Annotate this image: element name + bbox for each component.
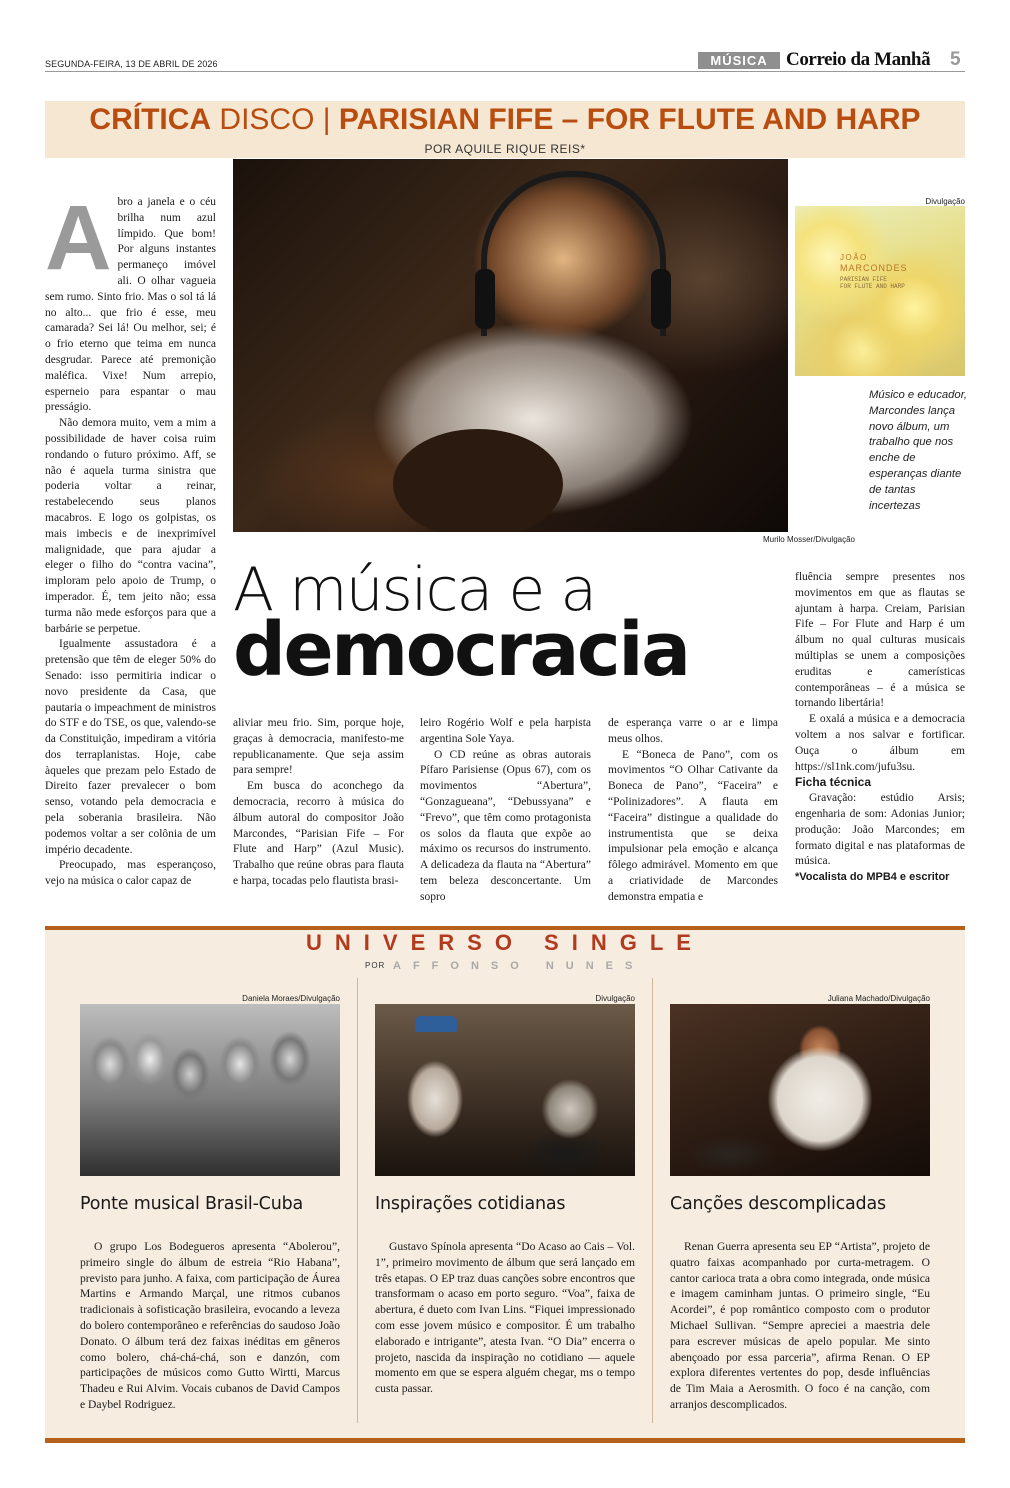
paragraph: de esperança varre o ar e limpa meus olhos. <box>608 717 778 745</box>
column-separator <box>357 978 358 1423</box>
article-column-3 <box>420 716 591 906</box>
single-text <box>670 1239 930 1413</box>
paragraph: Gustavo Spínola apresenta “Do Acaso ao Cais – Vol. 1”, primeiro movimento de álbum que será lançado em três etapas. O EP traz duas canções sobre encontros que transformam o acaso em porto seguro. “Voa”, faixa de abertura, é dueto com Ivan Lins. “Fiquei impressionado com esse jovem músico e compositor. É um trabalho elaborado e intrigante”, atesta Ivan. “O Dia” encerra o projeto, nascida da inspiração no cotidiano — aquele momento em que se espera alguém chegar, ms o tempo custa passar. <box>375 1240 635 1396</box>
paragraph: Renan Guerra apresenta seu EP “Artista”, projeto de quatro faixas acompanhado por curta-metragem. O cantor carioca trata a obra como integrada, onde música e imagem caminham juntas. O primeiro single, “Eu Acordei”, é pop romântico composto com o produtor Michael Sullivan. “Sempre apreciei a maestria dele para escrever músicas de apelo popular. Me sinto abençoado por essa parceria”, afirma Renan. O EP explora diferentes vertentes do pop, desde influências de Tim Maia a Aerosmith. O foco é na canção, com arranjos descomplicados. <box>670 1240 930 1411</box>
single-photo-credit: Divulgação <box>595 994 635 1003</box>
paragraph: Não demora muito, vem a mim a possibilidade de haver coisa ruim rondando o futuro próximo. Aff, se não é aquela turma sinistra que poderia voltar a reinar, restabelecendo seus planos macabros. E logo os golpistas, os mais imbecis e de inexprimível malignidade, que para ajudar a eleger o filho do “contra vacina”, imploram pelo apoio de Trump, o imperador. É, tem jeito não; essa turma não mede esforços para que a barbárie se perpetue. <box>45 417 216 635</box>
cover-album-title <box>840 276 905 290</box>
kicker-light: DISCO | <box>211 103 339 136</box>
blue-hat-shape <box>415 1016 457 1032</box>
column-separator <box>652 978 653 1423</box>
cover-artist-first: JOÃO <box>840 253 868 262</box>
los-bodegueros-photo <box>80 1004 340 1176</box>
paragraph: O CD reúne as obras autorais Pífaro Parisiense (Opus 67), com os movimentos “Abertura”, “Gonzagueana”, “Debussyana” e “Frevo”, que têm como protagonista os solos da flauta que expõe ao máximo os recursos do instrumento. A delicadeza da flauta na “Abertura” tem beleza desconcertante. Um sopro <box>420 748 591 903</box>
section-label: MÚSICA <box>698 52 780 69</box>
single-photo-credit: Daniela Moraes/Divulgação <box>242 994 340 1003</box>
universo-author: AFFONSO NUNES <box>393 960 645 972</box>
review-byline: POR AQUILE RIQUE REIS* <box>424 142 586 156</box>
cover-album-line2: FOR FLUTE AND HARP <box>840 283 905 290</box>
paragraph: Preocupado, mas esperançoso, vejo na música o calor capaz de <box>45 859 216 888</box>
paragraph: O grupo Los Bodegueros apresenta “Abolerou”, primeiro single do álbum de estreia “Rio Habana”, previsto para junho. A faixa, com participação de Áurea Martins e Armando Marçal, une ritmos cubanos tradicionais à sofisticação brasileira, evocando a leveza do bolero contemporâneo e referências do saudoso João Donato. O álbum terá dez faixas inéditas em gêneros como bolero, chá-chá-chá, son e danzón, com participações de músicos como Gutto Wirtti, Marcus Thadeu e Rui Alvim. Vocais cubanos de David Campos e Daybel Rodriguez. <box>80 1240 340 1411</box>
ficha-heading: Ficha técnica <box>795 775 872 790</box>
paragraph-text: bro a janela e o céu brilha num azul límpido. Que bom! Por alguns instantes permaneço imóvel ali. O olhar vagueia sem rumo. Sinto frio. Mas o sol tá lá no alto... que frio é esse, meu camarada? Sei lá! Ou melhor, sei; é o frio eterno que teima em nunca desgrudar. Parece até premonição maléfica. Vixe! Num arrepio, esperneio para espantar o mau presságio. <box>45 196 216 414</box>
cover-credit: Divulgação <box>925 197 965 206</box>
photo-credit: Murilo Mosser/Divulgação <box>762 535 855 544</box>
article-column-1 <box>45 187 216 890</box>
header-rule <box>45 71 965 72</box>
paragraph <box>45 187 216 416</box>
single-photo-credit: Juliana Machado/Divulgação <box>827 994 930 1003</box>
single-headline: Ponte musical Brasil-Cuba <box>80 1194 304 1214</box>
universo-by: POR <box>365 961 386 970</box>
universo-bottom-rule <box>45 1438 965 1443</box>
review-headline <box>45 103 965 137</box>
renan-guerra-photo <box>670 1004 930 1176</box>
main-headline-line1: A música e a <box>233 555 596 625</box>
paragraph: leiro Rogério Wolf e pela harpista argentina Sole Yaya. <box>420 717 591 745</box>
single-headline: Inspirações cotidianas <box>375 1194 566 1214</box>
dateline: SEGUNDA-FEIRA, 13 DE ABRIL DE 2026 <box>45 59 218 69</box>
paragraph: Igualmente assustadora é a pretensão que têm de eleger 50% do Senado: isso permitiria indicar o novo presidente da Casa, que pautaria o impeachment de ministros do STF e do TSE, os que, valendo-se da Constituição, impediram a vitória dos terraplanistas. Hoje, cabe àqueles que prezam pelo Estado de Direito fazer prevalecer o bom senso, votando pela democracia e pela soberania brasileira. Não podemos voltar a ser colônia de um império decadente. <box>45 638 216 856</box>
review-title: PARISIAN FIFE – FOR FLUTE AND HARP <box>338 103 921 136</box>
single-headline: Canções descomplicadas <box>670 1194 886 1214</box>
article-column-4 <box>608 716 778 906</box>
kicker-bold: CRÍTICA <box>89 103 212 136</box>
gustavo-spinola-photo <box>375 1004 635 1176</box>
drop-cap: A <box>45 187 112 289</box>
album-cover <box>795 206 965 376</box>
newspaper-masthead: Correio da Manhã <box>786 49 931 70</box>
single-text <box>375 1239 635 1397</box>
author-signature: *Vocalista do MPB4 e escritor <box>795 871 950 884</box>
paragraph: E “Boneca de Pano”, com os movimentos “O Olhar Cativante da Boneca de Pano”, “Faceira” e “Polinizadores”. A flauta em “Faceira” distingue a qualidade do instrumentista que se deixa impulsionar pela emoção e alcança fôlego admirável. Momento em que a criatividade de Marcondes demonstra empatia e <box>608 748 778 903</box>
main-headline-line2: democracia <box>233 607 689 693</box>
paragraph: aliviar meu frio. Sim, porque hoje, graças à democracia, manifesto-me republicanamente. Que seja assim para sempre! <box>233 717 404 777</box>
headphone-right-cup <box>651 269 671 329</box>
headphone-left-cup <box>475 269 495 329</box>
page-number: 5 <box>950 49 961 70</box>
article-column-5 <box>795 570 965 886</box>
paragraph: fluência sempre presentes nos movimentos em que as flautas se ajuntam à harpa. Creiam, Parisian Fife – For Flute and Harp é um álbum no qual culturas musicais múltiplas se unem a composições eruditas e camerísticas contemporâneas – é a música se tornando libertária! <box>795 571 965 710</box>
musician-photo <box>233 159 788 532</box>
paragraph: E oxalá a música e a democracia voltem a nos salvar e fortificar. Ouça o álbum em https://sl1nk.com/jufu3su. <box>795 713 965 773</box>
headphones-shape <box>481 171 666 336</box>
cover-artist-last: MARCONDES <box>840 263 908 273</box>
ficha-text: Gravação: estúdio Arsis; engenharia de som: Adonias Junior; produção: João Marcondes; em formato digital e nas plataformas de música. <box>795 792 965 868</box>
guitar-shape <box>393 429 563 532</box>
cover-caption: Músico e educador, Marcondes lança novo álbum, um trabalho que nos enche de esperanças diante de tantas incertezas <box>869 389 967 512</box>
cover-album-line1: PARISIAN FIFE <box>840 276 887 283</box>
paragraph: Em busca do aconchego da democracia, recorro à música do álbum autoral do compositor João Marcondes, “Parisian Fife – For Flute and Harp” (Azul Music). Trabalho que reúne obras para flauta e harpa, tocadas pelo flautista brasi- <box>233 780 404 887</box>
single-text <box>80 1239 340 1413</box>
universo-title: UNIVERSO SINGLE <box>306 930 704 955</box>
article-column-2 <box>233 716 404 890</box>
